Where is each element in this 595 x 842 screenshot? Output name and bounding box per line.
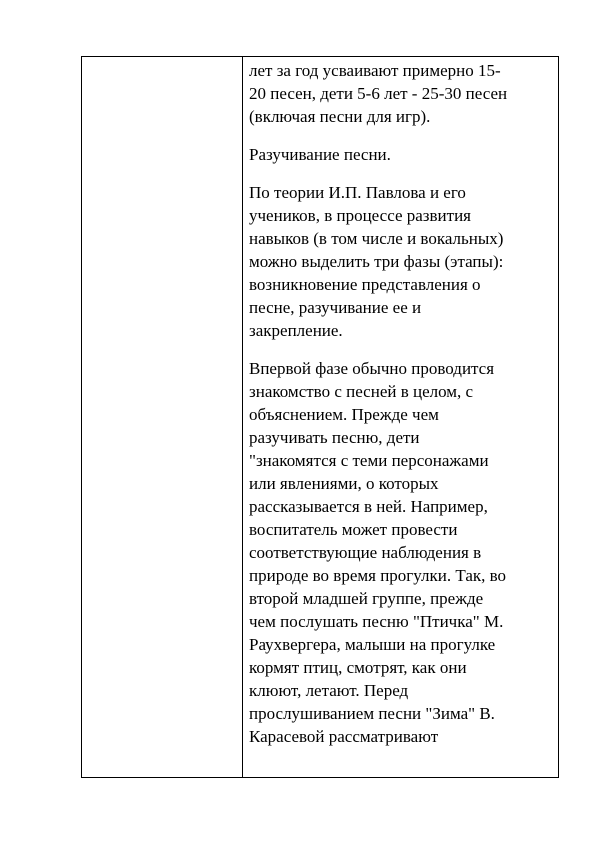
paragraph-heading-learning: Разучивание песни.: [249, 145, 391, 164]
paragraph-pavlov-theory: По теории И.П. Павлова и его учеников, в процессе развития навыков (в том числе и вокальных) можно выделить три фазы (этапы): возникновение представления о песне, разучивание ее и закрепление.: [249, 183, 504, 340]
paragraph-song-count: лет за год усваивают примерно 15- 20 песен, дети 5-6 лет - 25-30 песен (включая песни для игр).: [249, 61, 508, 126]
paragraph-first-phase: Впервой фазе обычно проводится знакомство с песней в целом, с объяснением. Прежде чем разучивать песню, дети "знакомятся с теми персонажами или явлениями, о которых рассказывается в ней. Например, воспитатель может провести соответствующие наблюдения в природе во время прогулки. Так, во второй младшей группе, прежде чем послушать песню "Птичка" М. Раухвергера, малыши на прогулке кормят птиц, смотрят, как они клюют, летают. Перед прослушиванием песни "Зима" В. Карасевой рассматривают: [249, 359, 507, 746]
right-cell: [243, 57, 559, 778]
right-cell-content: [243, 57, 558, 748]
table-row: [82, 57, 559, 778]
left-cell: [82, 57, 243, 778]
left-cell-text: [82, 57, 242, 59]
content-table: [81, 56, 559, 778]
